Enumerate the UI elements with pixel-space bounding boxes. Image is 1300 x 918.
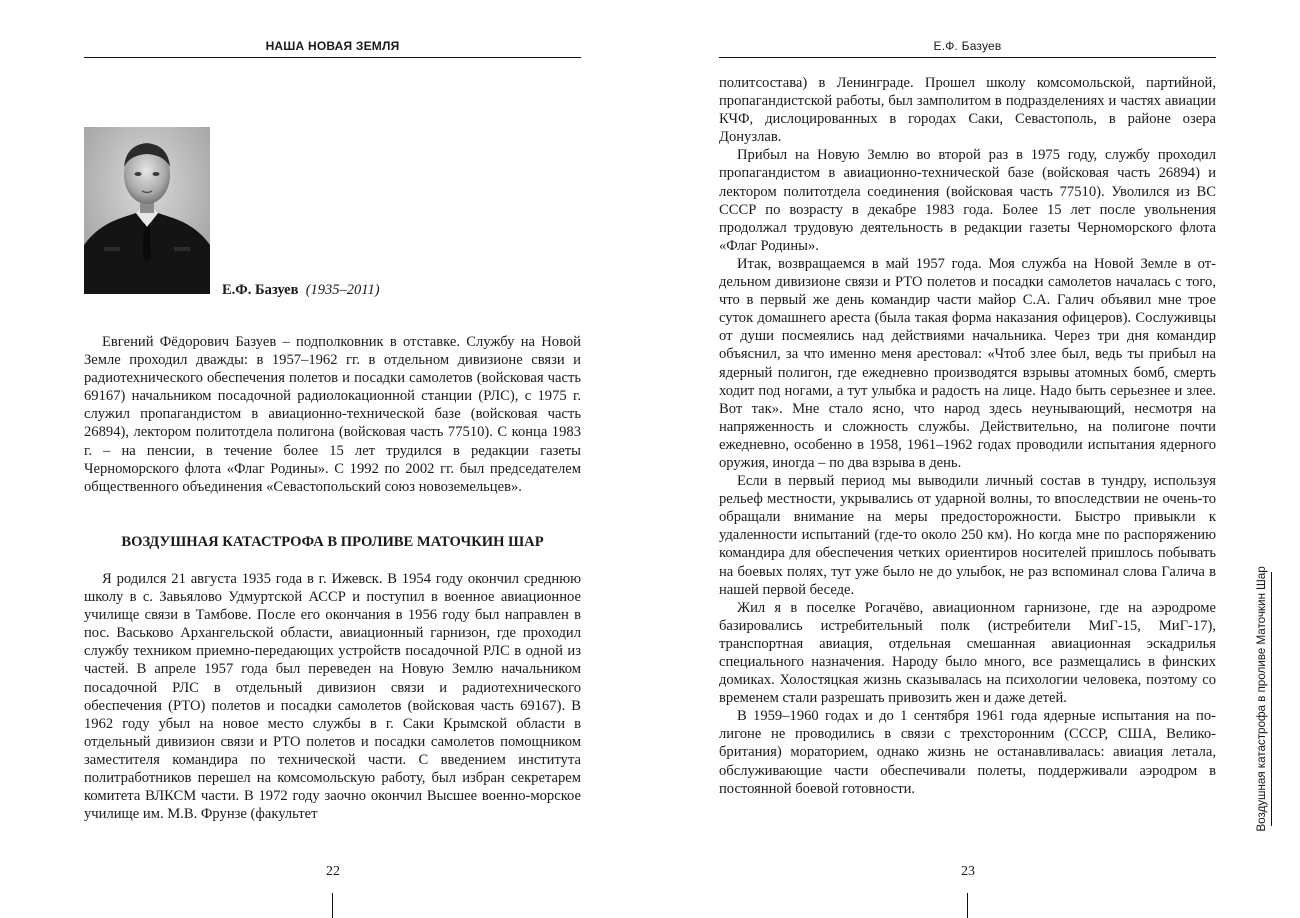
- paragraph-6: В 1959–1960 годах и до 1 сентября 1961 года ядерные испытания на полигоне не проводились в связи с трехсторонним (СССР, США, Великобритания) мораторием, однако жизнь не останавливалась: авиация летала, обслуживающие части обеспечивали полеты, поддерживали аэродром в постоянной боевой готовности.: [719, 708, 1216, 797]
- portrait-photo: [84, 127, 210, 294]
- page-tick-left: [332, 893, 333, 918]
- page-tick-right: [967, 893, 968, 918]
- caption-name: Е.Ф. Базуев: [222, 282, 299, 298]
- paragraph-2: Прибыл на Новую Землю во второй раз в 1975 году, службу проходил пропагандистом в авиационно-технической базе (войсковая часть 26894) и лектором политотдела соединения (войсковая часть 77510). Уволился из ВС СССР по возрасту в декабре 1983 года. Более 15 лет после увольнения продолжал трудовую деятельность в редакции газеты Черноморского флота «Флаг Родины».: [719, 147, 1216, 254]
- photo-caption: [222, 281, 380, 299]
- side-tab-label: Воздушная катастрофа в проливе Маточкин Шар: [1254, 566, 1268, 832]
- bio-paragraph: Евгений Фёдорович Базуев – подполковник в отставке. Службу на Новой Земле проходил дважды: в 1957–1962 гг. в отдельном дивизионе связи и радиотехнического обеспечения полетов и посадки самолетов (войсковая часть 69167) начальником посадочной радиолокационной станции (РЛС), с 1975 г. служил пропагандистом в авиационно-технической базе (войсковая часть 26894), лектором политотдела полигона (войсковая часть 77510). С конца 1983 г. – на пенсии, в течение более 15 лет трудился в редакции газеты Черноморского флота «Флаг Родины». С 1992 по 2002 гг. был председателем общественного объединения «Севастопольский союз новоземельцев».: [84, 334, 581, 495]
- paragraph-1: Я родился 21 августа 1935 года в г. Ижевск. В 1954 году окончил среднюю школу в с. Завьялово Удмуртской АССР и поступил в военное авиационное училище связи в Тамбове. После его окончания в 1956 году был направлен в пос. Васьково Архангельской области, авиационный гарнизон, где проходил службу техником приемно-передающих устройств посадочной РЛС в одной из частей. В апреле 1957 года был переведен на Новую Землю начальником посадочной РЛС в отдельный дивизион связи и радиотехнического обеспечения (РТО) полетов и посадки самолетов (войсковая часть 69167). В 1962 году убыл на новое место службы в г. Саки Крымской области в отдельный дивизион связи и РТО полетов и посадки самолетов помощником заместителя командира по технической части. С введением института политработников перешел на комсомольскую работу, был избран секретарем комитета ВЛКСМ части. В 1972 году заочно окончил Высшее военно-морское училище им. М.В. Фрунзе (факультет: [84, 571, 581, 823]
- paragraph-continued: политсостава) в Ленинграде. Прошел школу комсомольской, партийной, пропагандистской работы, был замполитом в подразделениях и частях авиации КЧФ, дислоцированных в городах Саки, Севастополь, в районе озера Донузлав.: [719, 75, 1216, 146]
- head-rule-right: [719, 57, 1216, 58]
- paragraph-3: Итак, возвращаемся в май 1957 года. Моя служба на Новой Земле в отдельном дивизионе связи и РТО полетов и посадки самолетов началась с того, что в первый же день командир части майор С.А. Галич объявил мне трое суток домашнего ареста (была такая форма наказания офицеров). Сослуживцы от души посмеялись над действиями начальника. Через три дня командир объяснил, за что именно меня арестовал: «Чтоб злее был, ведь ты прибыл на ядерный полигон, где ежедневно производятся взрывы атомных бомб, смерть ходит под ногами, а тут улыбка и радость на лице. Надо быть серьезнее и злее. Вот так». Мне стало ясно, что народ здесь неунывающий, несмотря на напряженность и сложность службы. Действительно, на полигоне почти ежедневно, особенно в 1958, 1961–1962 годах проводили испытания ядерного оружия, иногда – по два взрыва в день.: [719, 255, 1216, 471]
- paragraph-4: Если в первый период мы выводили личный состав в тундру, используя рельеф местности, укрывались от ударной волны, то впоследствии не очень-то обращали внимание на меры предосторожности. Быстро привыкли к удаленности испытаний (где-то около 250 км). Но когда мне по распоряжению командира для обеспечения четких ориентиров носителей пришлось побывать на боевых полях, тут уже было не до улыбок, не раз вспоминал слова Галича в нашей первой беседе.: [719, 473, 1216, 598]
- running-head-left: НАША НОВАЯ ЗЕМЛЯ: [265, 39, 400, 53]
- author-bio: [84, 333, 581, 496]
- story-text-right: [719, 74, 1216, 798]
- caption-dates: (1935–2011): [305, 282, 380, 298]
- page-number-right: 23: [961, 864, 975, 879]
- head-rule-left: [84, 57, 581, 58]
- right-page: [650, 0, 1300, 918]
- chapter-side-tab: [1251, 566, 1272, 832]
- portrait-illustration-icon: [84, 127, 210, 294]
- paragraph-5: Жил я в поселке Рогачёво, авиационном гарнизоне, где на аэродроме базировались истребительный полк (истребители МиГ-15, МиГ-17), транспортная авиация, отдельная смешанная авиационная эскадрилья специального назначения. Народу было много, все размещались в финских домиках. Холостяцкая жизнь сказывалась на психологии человека, поэтому со временем стали разрешать привозить жен и даже детей.: [719, 599, 1216, 707]
- section-title: ВОЗДУШНАЯ КАТАСТРОФА В ПРОЛИВЕ МАТОЧКИН ШАР: [121, 534, 544, 550]
- page-number-left: 22: [326, 864, 340, 879]
- running-head-right: Е.Ф. Базуев: [933, 39, 1002, 53]
- story-text-left: [84, 570, 581, 823]
